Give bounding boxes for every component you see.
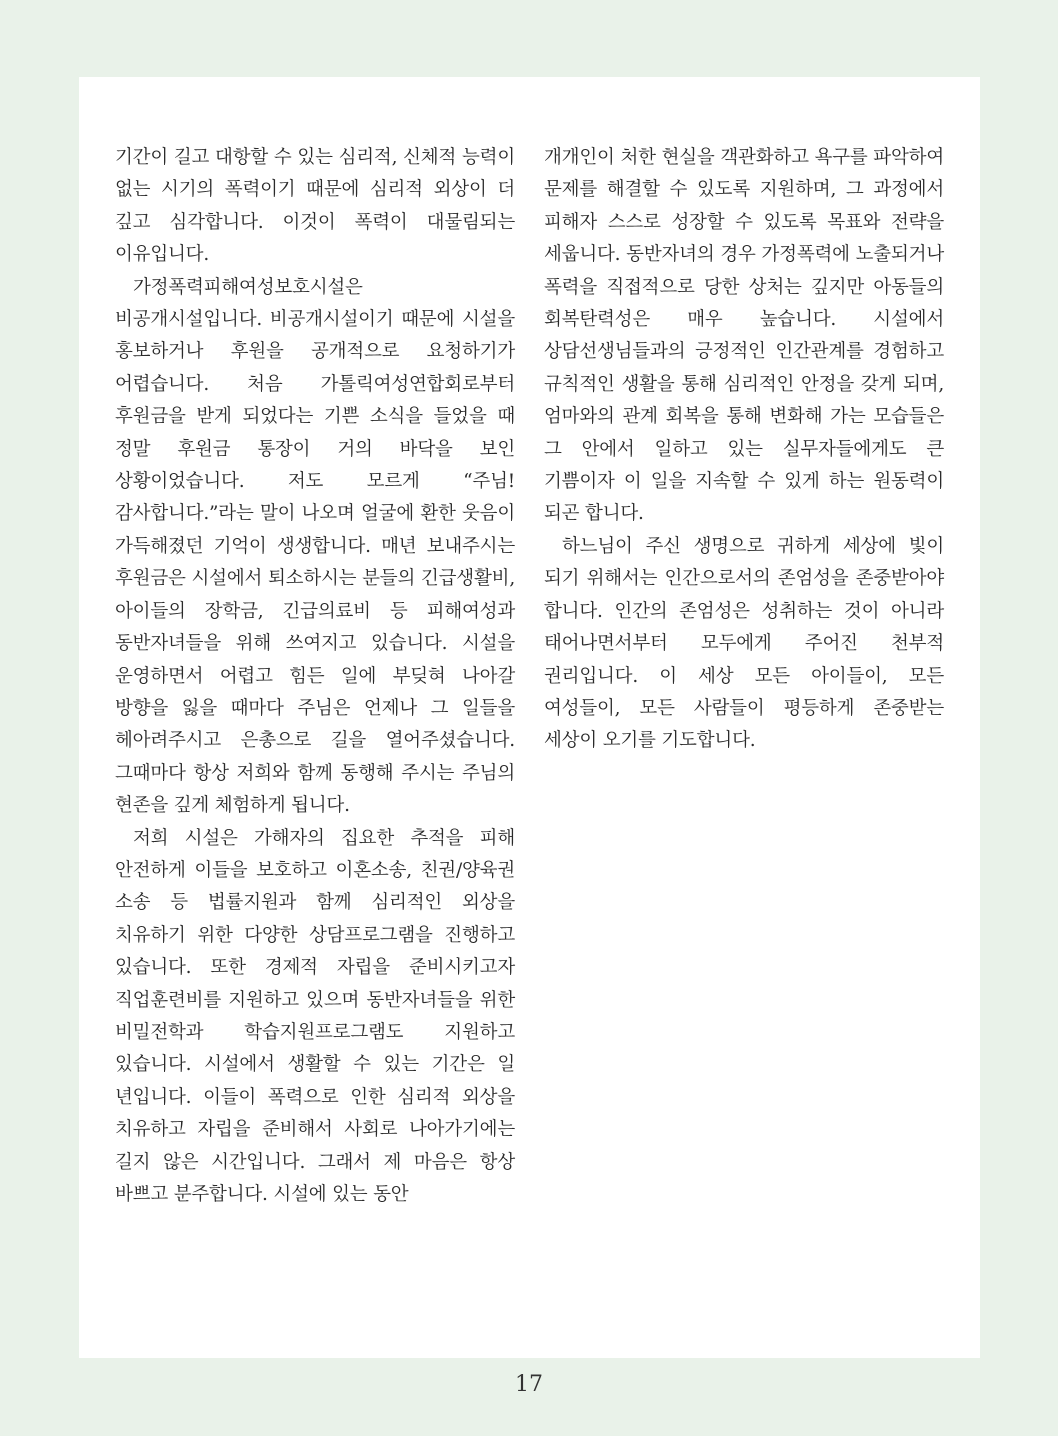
- paragraph: 기간이 길고 대항할 수 있는 심리적, 신체적 능력이 없는 시기의 폭력이기 때문에 심리적 외상이 더 깊고 심각합니다. 이것이 폭력이 대물림되는 이유입니다.: [115, 147, 515, 266]
- paragraph: 개개인이 처한 현실을 객관화하고 욕구를 파악하여 문제를 해결할 수 있도록 지원하며, 그 과정에서 피해자 스스로 성장할 수 있도록 목표와 전략을 세웁니다. 동반자녀의 경우 가정폭력에 노출되거나 폭력을 직접적으로 당한 상처는 깊지만 아동들의 회복탄력성은 매우 높습니다. 시설에서 상담선생님들과의 긍정적인 인간관계를 경험하고 규칙적인 생활을 통해 심리적인 안정을 갖게 되며, 엄마와의 관계 회복을 통해 변화해 가는 모습들은 그 안에서 일하고 있는 실무자들에게도 큰 기쁨이자 이 일을 지속할 수 있게 하는 원동력이 되곤 합니다.: [544, 147, 944, 525]
- paragraph: 가정폭력피해여성보호시설은 비공개시설입니다. 비공개시설이기 때문에 시설을 홍보하거나 후원을 공개적으로 요청하기가 어렵습니다. 처음 가톨릭여성연합회로부터 후원금을 받게 되었다는 기쁜 소식을 들었을 때 정말 후원금 통장이 거의 바닥을 보인 상황이었습니다. 저도 모르게 “주님! 감사합니다.”라는 말이 나오며 얼굴에 환한 웃음이 가득해졌던 기억이 생생합니다. 매년 보내주시는 후원금은 시설에서 퇴소하시는 분들의 긴급생활비, 아이들의 장학금, 긴급의료비 등 피해여성과 동반자녀들을 위해 쓰여지고 있습니다. 시설을 운영하면서 어렵고 힘든 일에 부딪혀 나아갈 방향을 잃을 때마다 주님은 언제나 그 일들을 헤아려주시고 은총으로 길을 열어주셨습니다. 그때마다 항상 저희와 함께 동행해 주시는 주님의 현존을 깊게 체험하게 됩니다.: [115, 276, 515, 817]
- page-number: 17: [515, 1372, 543, 1397]
- page-panel: [79, 77, 980, 1358]
- right-column: [544, 142, 944, 758]
- left-column: [115, 142, 515, 1211]
- paragraph: 하느님이 주신 생명으로 귀하게 세상에 빛이 되기 위해서는 인간으로서의 존엄성을 존중받아야 합니다. 인간의 존엄성은 성취하는 것이 아니라 태어나면서부터 모두에게 주어진 천부적 권리입니다. 이 세상 모든 아이들이, 모든 여성들이, 모든 사람들이 평등하게 존중받는 세상이 오기를 기도합니다.: [544, 535, 944, 752]
- paragraph: 저희 시설은 가해자의 집요한 추적을 피해 안전하게 이들을 보호하고 이혼소송, 친권/양육권 소송 등 법률지원과 함께 심리적인 외상을 치유하기 위한 다양한 상담프로그램을 진행하고 있습니다. 또한 경제적 자립을 준비시키고자 직업훈련비를 지원하고 있으며 동반자녀들을 위한 비밀전학과 학습지원프로그램도 지원하고 있습니다. 시설에서 생활할 수 있는 기간은 일 년입니다. 이들이 폭력으로 인한 심리적 외상을 치유하고 자립을 준비해서 사회로 나아가기에는 길지 않은 시간입니다. 그래서 제 마음은 항상 바쁘고 분주합니다. 시설에 있는 동안: [115, 827, 515, 1205]
